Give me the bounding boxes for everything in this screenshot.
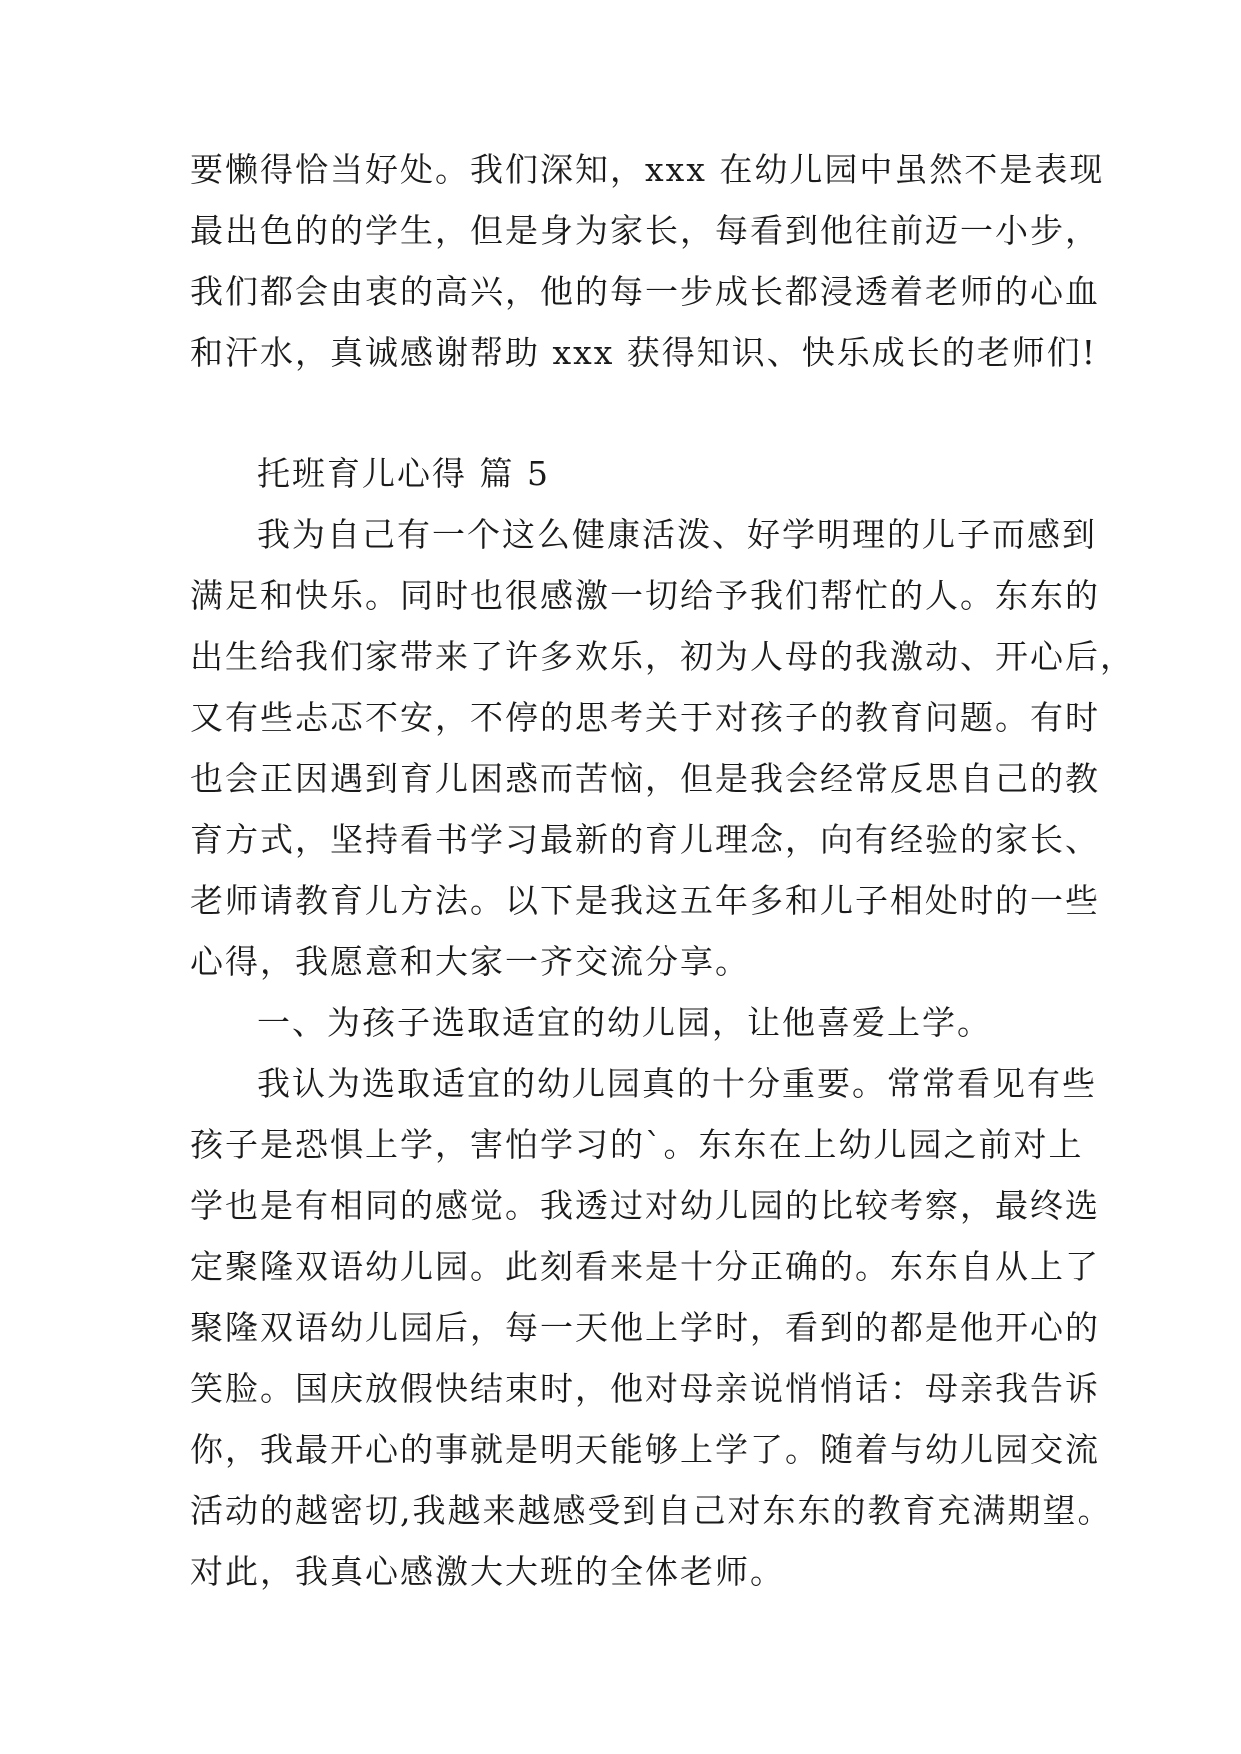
paragraph-line: 我们都会由衷的高兴，他的每一步成长都浸透着老师的心血	[190, 272, 1100, 311]
paragraph-line: 你，我最开心的事就是明天能够上学了。随着与幼儿园交流	[190, 1430, 1100, 1469]
section-heading: 托班育儿心得 篇 5	[257, 454, 550, 493]
paragraph-line: 也会正因遇到育儿困惑而苦恼，但是我会经常反思自己的教	[190, 759, 1100, 798]
paragraph-line: 又有些忐忑不安，不停的思考关于对孩子的教育问题。有时	[190, 698, 1100, 737]
paragraph-line: 育方式，坚持看书学习最新的育儿理念，向有经验的家长、	[190, 820, 1100, 859]
subheading-line: 一、为孩子选取适宜的幼儿园，让他喜爱上学。	[257, 1003, 992, 1042]
paragraph-line: 我为自己有一个这么健康活泼、好学明理的儿子而感到	[257, 515, 1097, 554]
paragraph-line: 孩子是恐惧上学，害怕学习的`。东东在上幼儿园之前对上	[190, 1125, 1084, 1164]
paragraph-line: 老师请教育儿方法。以下是我这五年多和儿子相处时的一些	[190, 881, 1100, 920]
paragraph-line: 活动的越密切,我越来越感受到自己对东东的教育充满期望。	[190, 1491, 1113, 1530]
paragraph-line: 聚隆双语幼儿园后，每一天他上学时，看到的都是他开心的	[190, 1308, 1100, 1347]
paragraph-line: 要懒得恰当好处。我们深知，xxx 在幼儿园中虽然不是表现	[190, 150, 1105, 189]
paragraph-line: 我认为选取适宜的幼儿园真的十分重要。常常看见有些	[257, 1064, 1097, 1103]
paragraph-line: 定聚隆双语幼儿园。此刻看来是十分正确的。东东自从上了	[190, 1247, 1100, 1286]
paragraph-line: 出生给我们家带来了许多欢乐，初为人母的我激动、开心后，	[190, 637, 1135, 676]
paragraph-line: 心得，我愿意和大家一齐交流分享。	[190, 942, 750, 981]
paragraph-line: 和汗水，真诚感谢帮助 xxx 获得知识、快乐成长的老师们!	[190, 333, 1098, 372]
paragraph-line: 学也是有相同的感觉。我透过对幼儿园的比较考察，最终选	[190, 1186, 1100, 1225]
paragraph-line: 满足和快乐。同时也很感激一切给予我们帮忙的人。东东的	[190, 576, 1100, 615]
paragraph-line: 笑脸。国庆放假快结束时，他对母亲说悄悄话：母亲我告诉	[190, 1369, 1100, 1408]
paragraph-line: 最出色的的学生，但是身为家长，每看到他往前迈一小步，	[190, 211, 1100, 250]
paragraph-line: 对此，我真心感激大大班的全体老师。	[190, 1552, 785, 1591]
